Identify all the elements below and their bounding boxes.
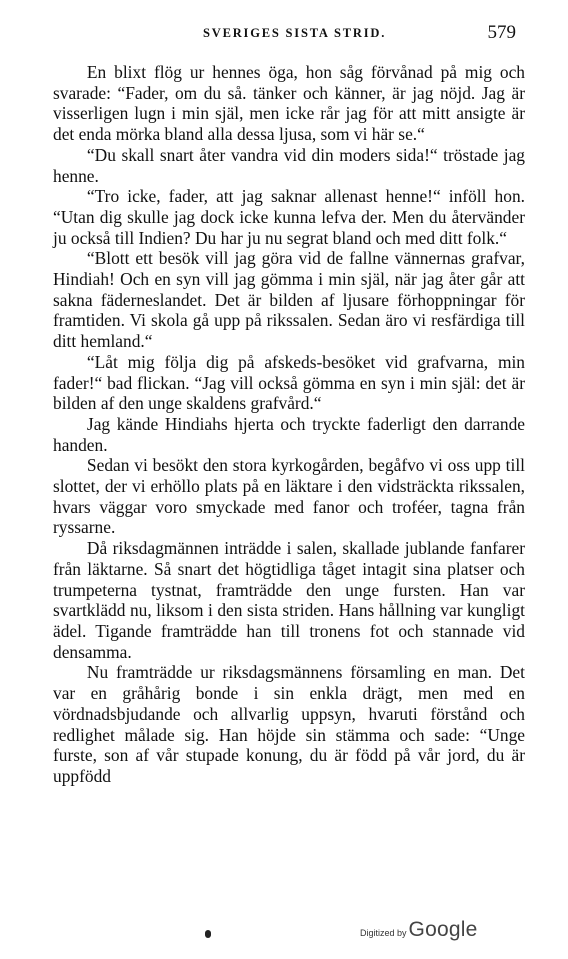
paragraph: Jag kände Hindiahs hjerta och tryckte faderligt den darrande handen. bbox=[53, 413, 525, 455]
body-text bbox=[53, 62, 525, 787]
paragraph: “Du skall snart åter vandra vid din moders sida!“ tröstade jag henne. bbox=[53, 144, 525, 186]
running-title: SVERIGES SISTA STRID. bbox=[203, 26, 387, 40]
paragraph: “Blott ett besök vill jag göra vid de fallne vännernas grafvar, Hindiah! Och en syn vill jag gömma i min själ, när jag åter går att sakna fäderneslandet. Det är bilden af ljusare förhoppningar för framtiden. Vi skola gå upp på rikssalen. Sedan äro vi resfärdiga till ditt hemland.“ bbox=[53, 248, 525, 352]
page-header bbox=[48, 22, 528, 46]
paragraph: Sedan vi besökt den stora kyrkogården, begåfvo vi oss upp till slottet, der vi erhöllo plats på en läktare i den vidsträckta rikssalen, hvars väggar voro smyckade med fanor och troféer, tagna från ryssarne. bbox=[53, 455, 525, 538]
digitized-by-google-watermark bbox=[360, 918, 477, 942]
paragraph: “Låt mig följa dig på afskeds-besöket vid grafvarna, min fader!“ bad flickan. “Jag vill också gömma en syn i min själ: det är bilden af den unge skaldens grafvård.“ bbox=[53, 351, 525, 414]
paragraph: “Tro icke, fader, att jag saknar allenast henne!“ inföll hon. “Utan dig skulle jag dock icke kunna lefva der. Men du återvänder ju också till Indien? Du har ju nu segrat bland och med ditt folk.“ bbox=[53, 186, 525, 248]
page-number: 579 bbox=[487, 22, 516, 43]
ink-mark bbox=[205, 930, 211, 938]
digitized-by-label: Digitized by bbox=[360, 928, 407, 938]
google-logo: Google bbox=[408, 918, 478, 941]
paragraph: Nu framträdde ur riksdagsmännens församling en man. Det var en gråhårig bonde i sin enkla drägt, men med en vördnadsbjudande och allvarlig uppsyn, hvaruti förstånd och redlighet målade sig. Han höjde sin stämma och sade: “Unge furste, son af vår stupade konung, du är född på vår jord, du är uppfödd bbox=[53, 662, 525, 786]
paragraph: Då riksdagmännen inträdde i salen, skallade jublande fanfarer från läktarne. Så snart det högtidliga tåget intagit sina platser och trumpeterna tystnat, framträdde den unge fursten. Han var svartklädd nu, liksom i den sista striden. Hans hållning var kungligt ädel. Tigande framträdde han till tronens fot och stannade vid densamma. bbox=[53, 538, 525, 662]
paragraph: En blixt flög ur hennes öga, hon såg förvånad på mig och svarade: “Fader, om du så. tänker och känner, är jag nöjd. Jag är visserligen lugn i min själ, men icke rår jag för att mitt ansigte är det enda mörka bland alla dessa ljusa, som vi här se.“ bbox=[53, 62, 525, 145]
